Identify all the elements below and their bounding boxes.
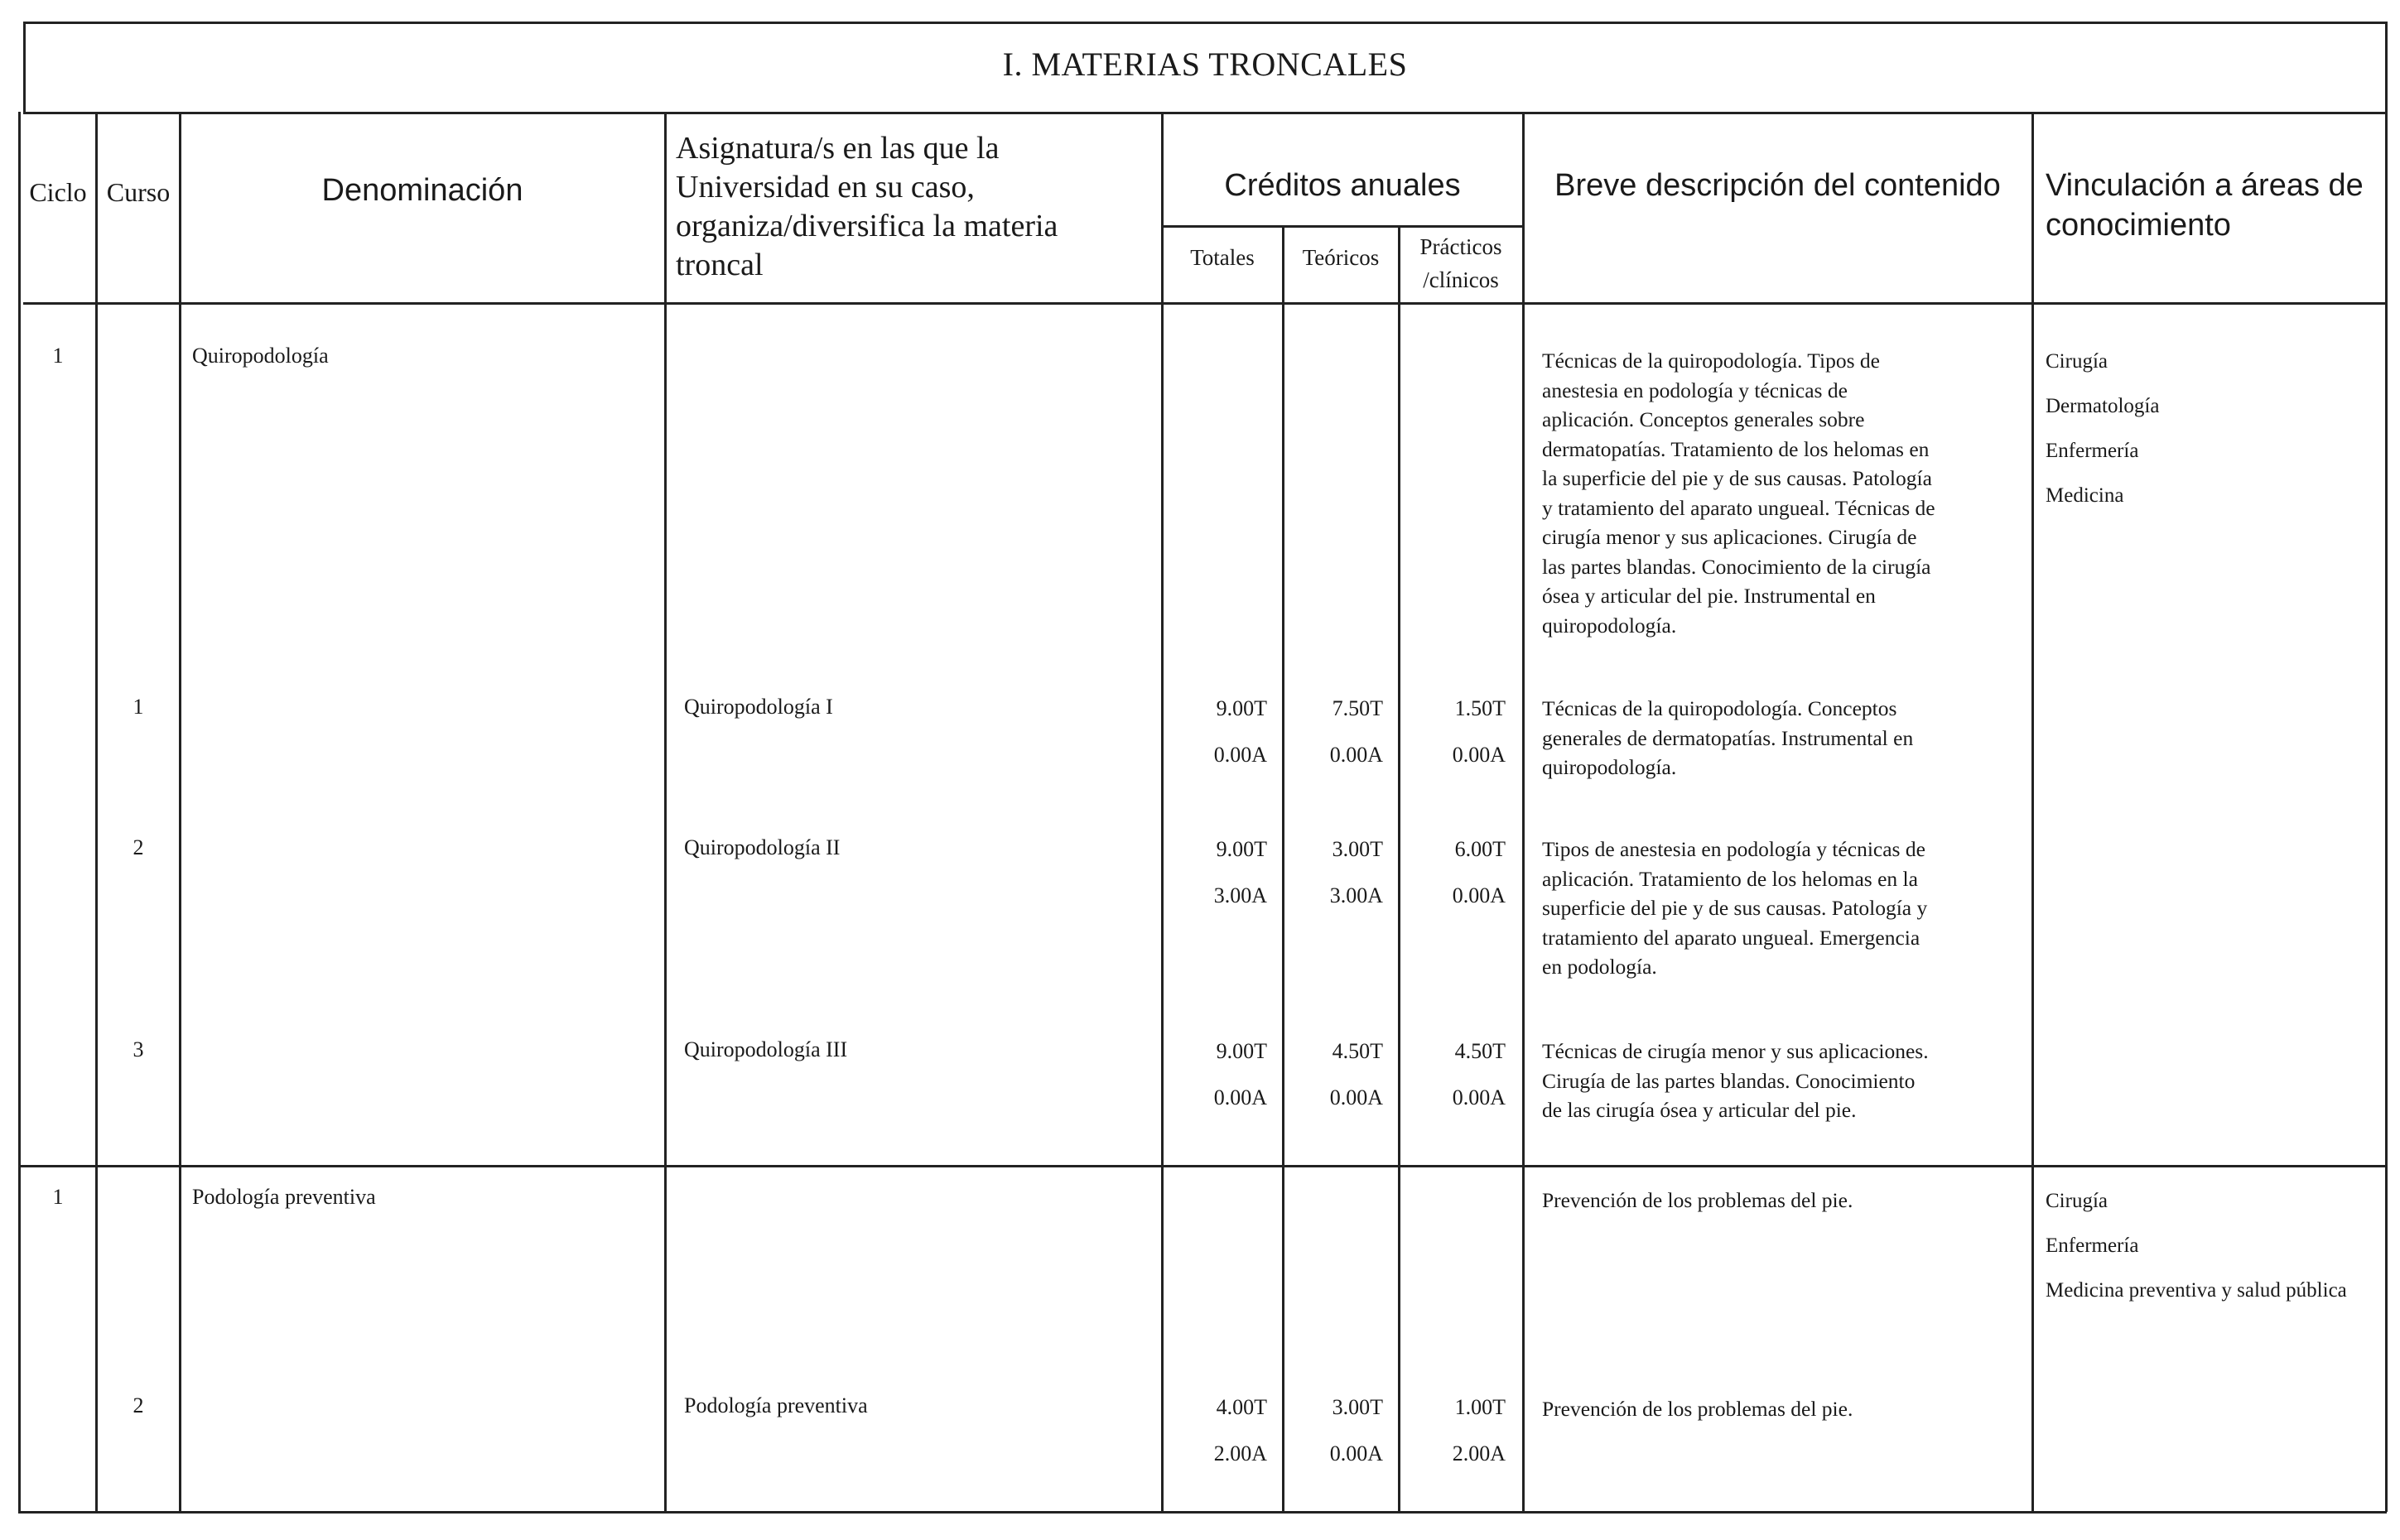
- header-vinculacion-line-1: Vinculación a áreas de: [2046, 168, 2364, 203]
- descripcion-line: de las cirugía ósea y articular del pie.: [1542, 1098, 1857, 1122]
- header-curso: Curso: [106, 177, 171, 207]
- creditos-totales: [1163, 1384, 1267, 1477]
- descripcion-line: anestesia en podología y técnicas de: [1542, 378, 1848, 402]
- creditos-teoricos: [1284, 1028, 1383, 1121]
- header-asignatura-line-1: Asignatura/s en las que la: [676, 131, 1000, 166]
- creditos-practicos: [1400, 1384, 1506, 1477]
- descripcion-line: las partes blandas. Conocimiento de la cirugía: [1542, 554, 1931, 579]
- table-border-bottom: [18, 1511, 2387, 1514]
- descripcion-line: tratamiento del aparato ungueal. Emergencia: [1542, 925, 1920, 950]
- descripcion-line: generales de dermatopatías. Instrumental en: [1542, 725, 1914, 750]
- asignatura-nombre: Quiropodología I: [684, 695, 833, 719]
- asignatura-curso: 2: [133, 835, 144, 859]
- asignatura-descripcion: [1542, 835, 2022, 982]
- creditos-value: 3.00T: [1332, 837, 1383, 861]
- asignatura-descripcion: [1542, 694, 2022, 782]
- creditos-practicos: [1400, 686, 1506, 778]
- descripcion-line: Cirugía de las partes blandas. Conocimiento: [1542, 1068, 1916, 1093]
- creditos-value: 0.00A: [1329, 743, 1383, 767]
- header-asignatura-line-2: Universidad en su caso,: [676, 170, 975, 205]
- descripcion-line: Prevención de los problemas del pie.: [1542, 1397, 1853, 1421]
- header-descripcion: Breve descripción del contenido: [1554, 168, 2001, 203]
- creditos-value: 9.00T: [1216, 1039, 1267, 1063]
- materia-ciclo: 1: [52, 344, 64, 368]
- creditos-value: 0.00A: [1213, 743, 1267, 767]
- col-line-curso-left: [95, 112, 98, 1511]
- col-line-ciclo-left: [18, 112, 21, 1511]
- col-line-vinculacion-left: [2031, 112, 2034, 1511]
- creditos-value: 0.00A: [1329, 1441, 1383, 1465]
- col-line-denominacion-left: [179, 112, 181, 1511]
- materia-denominacion: Quiropodología: [192, 344, 329, 368]
- descripcion-line: Tipos de anestesia en podología y técnicas de: [1542, 837, 1925, 861]
- descripcion-line: quiropodología.: [1542, 755, 1677, 779]
- descripcion-line: Técnicas de la quiropodología. Tipos de: [1542, 349, 1880, 373]
- header-totales: Totales: [1190, 245, 1255, 270]
- header-creditos: Créditos anuales: [1224, 168, 1461, 203]
- creditos-value: 0.00A: [1213, 1085, 1267, 1109]
- border-right: [2385, 22, 2388, 1512]
- area-item: Cirugía: [2046, 350, 2108, 373]
- asignatura-descripcion: [1542, 1037, 2022, 1125]
- asignatura-nombre: Podología preventiva: [684, 1393, 868, 1417]
- header-practicos: [1400, 230, 1522, 296]
- creditos-value: 6.00T: [1454, 837, 1506, 861]
- creditos-value: 2.00A: [1452, 1441, 1506, 1465]
- area-item: Dermatología: [2046, 395, 2160, 417]
- descripcion-line: dermatopatías. Tratamiento de los helomas en: [1542, 436, 1930, 461]
- materia-descripcion: [1542, 1186, 2022, 1215]
- creditos-value: 9.00T: [1216, 696, 1267, 720]
- descripcion-line: aplicación. Conceptos generales sobre: [1542, 407, 1865, 431]
- asignatura-curso: 3: [133, 1037, 144, 1061]
- creditos-value: 4.00T: [1216, 1395, 1267, 1419]
- descripcion-line: ósea y articular del pie. Instrumental en: [1542, 584, 1876, 608]
- materia-areas: [2046, 1179, 2360, 1305]
- creditos-value: 1.50T: [1454, 696, 1506, 720]
- creditos-value: 1.00T: [1454, 1395, 1506, 1419]
- header-practicos-line-1: Prácticos: [1419, 234, 1502, 259]
- creditos-value: 0.00A: [1452, 743, 1506, 767]
- creditos-value: 3.00A: [1329, 883, 1383, 907]
- header-asignatura: [676, 129, 1058, 285]
- creditos-value: 4.50T: [1454, 1039, 1506, 1063]
- asignatura-curso: 1: [133, 695, 144, 719]
- col-line-asignatura-left: [664, 112, 667, 1511]
- materia-areas: [2046, 339, 2377, 518]
- creditos-totales: [1163, 686, 1267, 778]
- creditos-value: 9.00T: [1216, 837, 1267, 861]
- descripcion-line: quiropodología.: [1542, 613, 1677, 638]
- creditos-practicos: [1400, 1028, 1506, 1121]
- creditos-practicos: [1400, 826, 1506, 919]
- header-teoricos: Teóricos: [1302, 245, 1380, 270]
- header-asignatura-line-4: troncal: [676, 248, 764, 282]
- materia-descripcion: [1542, 346, 2022, 640]
- descripcion-line: Prevención de los problemas del pie.: [1542, 1188, 1853, 1212]
- header-denominacion: Denominación: [321, 173, 523, 208]
- page-title: I. MATERIAS TRONCALES: [1002, 46, 1408, 83]
- header-asignatura-line-3: organiza/diversifica la materia: [676, 209, 1058, 243]
- creditos-teoricos: [1284, 686, 1383, 778]
- creditos-teoricos: [1284, 1384, 1383, 1477]
- area-item: Cirugía: [2046, 1190, 2108, 1212]
- creditos-value: 0.00A: [1329, 1085, 1383, 1109]
- asignatura-nombre: Quiropodología II: [684, 835, 841, 859]
- area-item: Enfermería: [2046, 1234, 2139, 1257]
- asignatura-nombre: Quiropodología III: [684, 1037, 848, 1061]
- asignatura-curso: 2: [133, 1393, 144, 1417]
- col-line-descripcion-left: [1522, 112, 1525, 1511]
- creditos-value: 2.00A: [1213, 1441, 1267, 1465]
- header-vinculacion-line-2: conocimiento: [2046, 208, 2231, 243]
- creditos-value: 3.00T: [1332, 1395, 1383, 1419]
- materia-ciclo: 1: [52, 1185, 64, 1209]
- descripcion-line: aplicación. Tratamiento de los helomas en la: [1542, 866, 1918, 891]
- descripcion-line: Técnicas de la quiropodología. Conceptos: [1542, 696, 1897, 720]
- creditos-value: 4.50T: [1332, 1039, 1383, 1063]
- table-border-top: [23, 22, 2387, 24]
- header-practicos-line-2: /clínicos: [1423, 267, 1499, 292]
- creditos-subheader-divider: [1161, 225, 1522, 228]
- header-ciclo: Ciclo: [29, 177, 87, 207]
- area-item: Medicina preventiva y salud pública: [2046, 1279, 2347, 1302]
- descripcion-line: y tratamiento del aparato ungueal. Técnicas de: [1542, 495, 1935, 520]
- descripcion-line: cirugía menor y sus aplicaciones. Cirugía de: [1542, 525, 1917, 549]
- materia-denominacion: Podología preventiva: [192, 1185, 376, 1209]
- descripcion-line: Técnicas de cirugía menor y sus aplicaciones.: [1542, 1039, 1929, 1063]
- descripcion-line: superficie del pie y de sus causas. Patología y: [1542, 896, 1928, 920]
- creditos-value: 3.00A: [1213, 883, 1267, 907]
- area-item: Enfermería: [2046, 440, 2139, 462]
- creditos-totales: [1163, 1028, 1267, 1121]
- col-line-totales-left: [1161, 112, 1164, 1511]
- creditos-value: 7.50T: [1332, 696, 1383, 720]
- creditos-value: 0.00A: [1452, 1085, 1506, 1109]
- descripcion-line: la superficie del pie y de sus causas. Patología: [1542, 466, 1932, 490]
- area-item: Medicina: [2046, 484, 2124, 507]
- creditos-totales: [1163, 826, 1267, 919]
- descripcion-line: en podología.: [1542, 955, 1657, 979]
- header-vinculacion: [2046, 166, 2364, 245]
- asignatura-descripcion: [1542, 1394, 2022, 1424]
- creditos-value: 0.00A: [1452, 883, 1506, 907]
- creditos-teoricos: [1284, 826, 1383, 919]
